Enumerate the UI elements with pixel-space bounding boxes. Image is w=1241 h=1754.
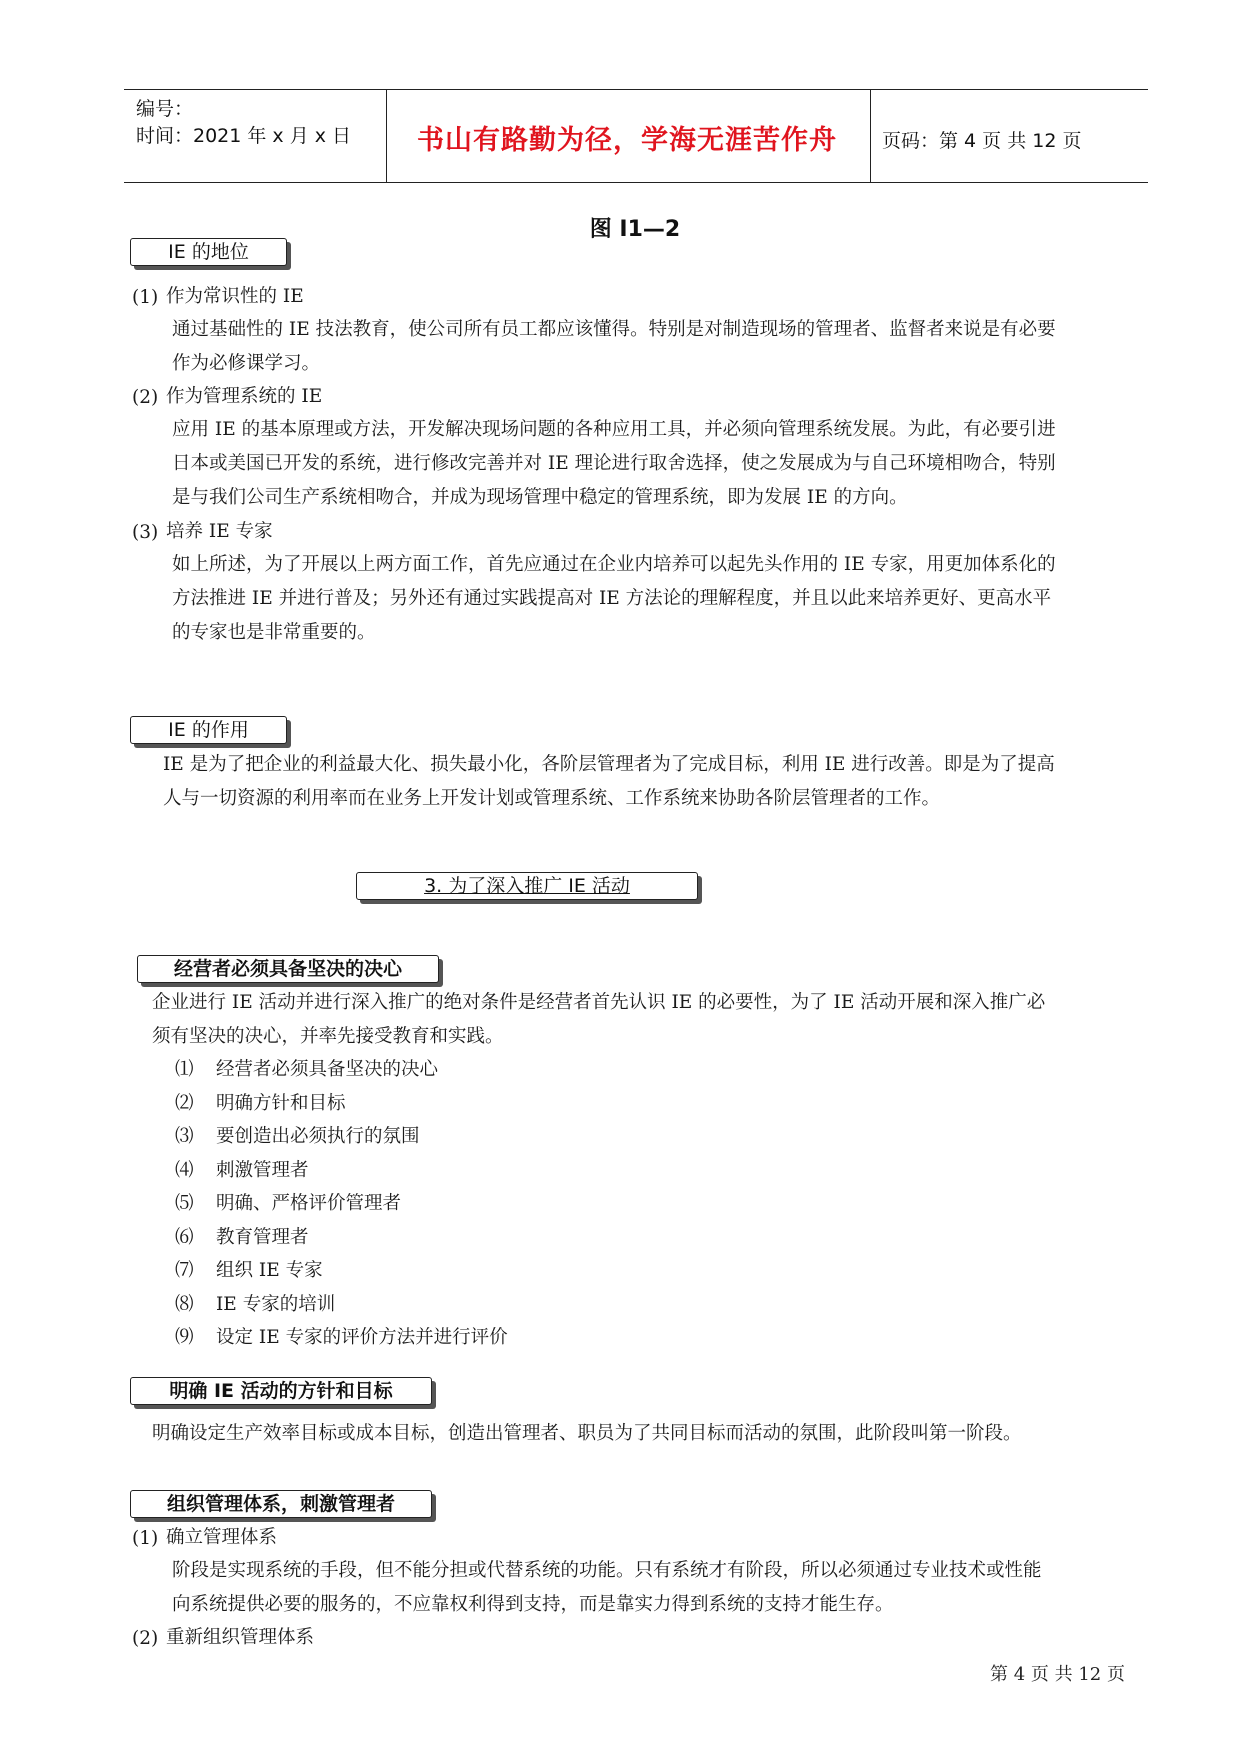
paragraph-line: 须有坚决的决心，并率先接受教育和实践。 <box>152 1026 504 1047</box>
item-number: (2) <box>132 387 159 408</box>
list-item-number: ⑺ <box>175 1260 194 1281</box>
list-item: 教育管理者 <box>216 1227 309 1248</box>
header-bottom-rule <box>124 182 1148 183</box>
section-label-ie-status: IE 的地位 <box>130 238 287 266</box>
paragraph-line: 企业进行 IE 活动并进行深入推广的绝对条件是经营者首先认识 IE 的必要性，为了 IE 活动开展和深入推广必 <box>152 992 1046 1013</box>
section-label-determination: 经营者必须具备坚决的决心 <box>137 955 439 983</box>
item-heading: 确立管理体系 <box>166 1527 278 1548</box>
list-item-number: ⑸ <box>175 1193 194 1214</box>
section-label-promote: 3. 为了深入推广 IE 活动 <box>356 872 698 900</box>
paragraph-line: 如上所述，为了开展以上两方面工作，首先应通过在企业内培养可以起先头作用的 IE 专家，用更加体系化的 <box>172 554 1056 575</box>
paragraph-line: 作为必修课学习。 <box>172 353 321 374</box>
item-number: (1) <box>132 287 159 308</box>
item-heading: 重新组织管理体系 <box>166 1627 315 1648</box>
list-item-number: ⑶ <box>175 1126 194 1147</box>
list-item: 组织 IE 专家 <box>216 1260 323 1281</box>
paragraph-line: 向系统提供必要的服务的，不应靠权利得到支持，而是靠实力得到系统的支持才能生存。 <box>172 1594 894 1615</box>
header-page: 页码：第 4 页 共 12 页 <box>882 130 1082 152</box>
paragraph-line: 通过基础性的 IE 技法教育，使公司所有员工都应该懂得。特别是对制造现场的管理者、监督者来说是有必要 <box>172 319 1056 340</box>
paragraph-line: 方法推进 IE 并进行普及；另外还有通过实践提高对 IE 方法论的理解程度，并且以此来培养更好、更高水平 <box>172 588 1052 609</box>
list-item: IE 专家的培训 <box>216 1294 336 1315</box>
list-item-number: ⑻ <box>175 1294 194 1315</box>
section-label-goals: 明确 IE 活动的方针和目标 <box>130 1377 432 1405</box>
header-number: 编号： <box>136 98 194 120</box>
item-number: (1) <box>132 1528 159 1549</box>
paragraph-line: 的专家也是非常重要的。 <box>172 622 376 643</box>
paragraph-line: 阶段是实现系统的手段，但不能分担或代替系统的功能。只有系统才有阶段，所以必须通过专业技术或性能 <box>172 1560 1042 1581</box>
paragraph-line: 日本或美国已开发的系统，进行修改完善并对 IE 理论进行取舍选择，使之发展成为与自己环境相吻合，特别 <box>172 453 1056 474</box>
paragraph-line: 人与一切资源的利用率而在业务上开发计划或管理系统、工作系统来协助各阶层管理者的工作。 <box>163 788 941 809</box>
list-item: 经营者必须具备坚决的决心 <box>216 1059 439 1080</box>
list-item: 要创造出必须执行的氛围 <box>216 1126 420 1147</box>
header-top-rule <box>124 89 1148 90</box>
paragraph-line: 明确设定生产效率目标或成本目标，创造出管理者、职员为了共同目标而活动的氛围，此阶段叫第一阶段。 <box>152 1423 1022 1444</box>
paragraph-line: IE 是为了把企业的利益最大化、损失最小化，各阶层管理者为了完成目标，利用 IE 进行改善。即是为了提高 <box>163 754 1055 775</box>
list-item: 明确方针和目标 <box>216 1093 346 1114</box>
item-number: (2) <box>132 1628 159 1649</box>
header-motto: 书山有路勤为径，学海无涯苦作舟 <box>417 125 837 156</box>
header-divider-right <box>870 90 871 182</box>
section-label-ie-role: IE 的作用 <box>130 716 287 744</box>
list-item-number: ⑹ <box>175 1227 194 1248</box>
item-number: (3) <box>132 522 159 543</box>
list-item-number: ⑷ <box>175 1160 194 1181</box>
paragraph-line: 应用 IE 的基本原理或方法，开发解决现场问题的各种应用工具，并必须向管理系统发展。为此，有必要引进 <box>172 419 1056 440</box>
list-item: 明确、严格评价管理者 <box>216 1193 402 1214</box>
list-item: 设定 IE 专家的评价方法并进行评价 <box>216 1327 508 1348</box>
item-heading: 作为常识性的 IE <box>166 286 304 307</box>
list-item-number: ⑵ <box>175 1093 194 1114</box>
paragraph-line: 是与我们公司生产系统相吻合，并成为现场管理中稳定的管理系统，即为发展 IE 的方向。 <box>172 487 908 508</box>
page-footer: 第 4 页 共 12 页 <box>990 1664 1125 1685</box>
list-item: 刺激管理者 <box>216 1160 309 1181</box>
figure-title: 图 I1—2 <box>589 217 681 242</box>
item-heading: 培养 IE 专家 <box>166 521 273 542</box>
list-item-number: ⑴ <box>175 1059 194 1080</box>
item-heading: 作为管理系统的 IE <box>166 386 323 407</box>
header-date: 时间：2021 年 x 月 x 日 <box>136 125 352 147</box>
section-label-organize: 组织管理体系，刺激管理者 <box>130 1490 432 1518</box>
list-item-number: ⑼ <box>175 1327 194 1348</box>
